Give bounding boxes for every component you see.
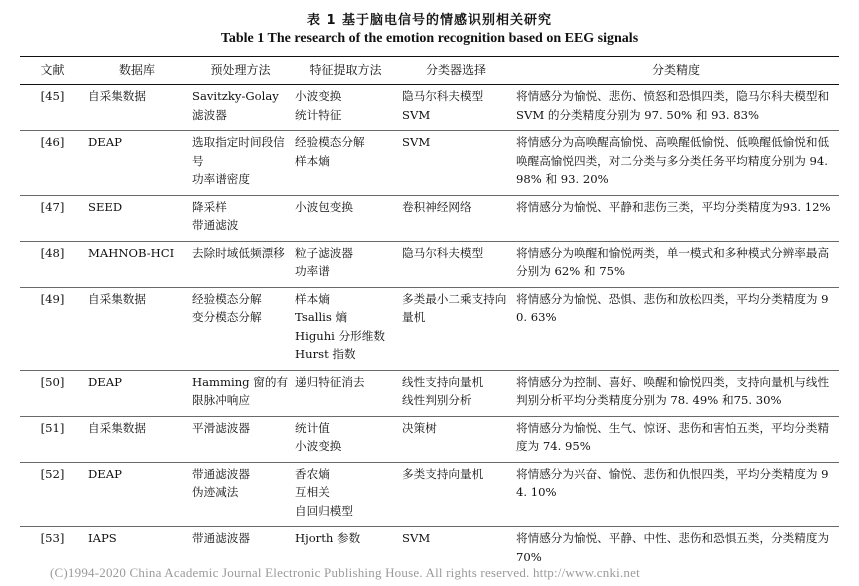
cell-preprocessing: Hamming 窗的有限脉冲响应	[189, 370, 292, 416]
header-reference: 文献	[20, 57, 85, 85]
cell-database: MAHNOB-HCI	[85, 241, 189, 287]
cell-feature-extraction-line: 统计值	[295, 420, 330, 435]
cell-classifier: 隐马尔科夫模型	[399, 241, 513, 287]
cell-feature-extraction	[292, 85, 399, 131]
cell-classifier-line: SVM	[402, 107, 431, 122]
cell-preprocessing	[189, 287, 292, 370]
table-row	[20, 241, 839, 287]
table-row	[20, 195, 839, 241]
table-row	[20, 85, 839, 131]
table-row	[20, 370, 839, 416]
table-body	[20, 85, 839, 573]
cell-preprocessing-line: 带通滤波	[192, 218, 239, 232]
cell-feature-extraction: 递归特征消去	[292, 370, 399, 416]
emotion-recognition-table	[20, 56, 839, 572]
cell-feature-extraction-line: 小波变换	[295, 89, 342, 103]
cell-feature-extraction-line: 经验模态分解	[295, 135, 365, 149]
cell-preprocessing-line: 选取指定时间段信号	[192, 135, 285, 168]
cell-feature-extraction	[292, 462, 399, 527]
cell-feature-extraction-line: Higuhi 分形维数	[295, 328, 385, 343]
cell-reference: [53]	[40, 531, 65, 545]
header-preprocessing: 预处理方法	[189, 57, 292, 85]
cell-accuracy: 将情感分为愉悦、生气、惊讶、悲伤和害怕五类，平均分类精度为 74. 95%	[513, 416, 839, 462]
cell-database: 自采集数据	[85, 85, 189, 131]
cell-database: DEAP	[85, 370, 189, 416]
cell-feature-extraction	[292, 241, 399, 287]
cell-feature-extraction-line: 样本熵	[295, 153, 330, 168]
copyright-watermark: (C)1994-2020 China Academic Journal Electronic Publishing House. All rights reserved. http://www.cnki.net	[50, 565, 640, 580]
cell-preprocessing-line: 经验模态分解	[192, 291, 262, 306]
cell-feature-extraction-line: 统计特征	[295, 107, 342, 122]
cell-classifier: 多类最小二乘支持向量机	[399, 287, 513, 370]
cell-preprocessing-line: 变分模态分解	[192, 310, 262, 324]
cell-accuracy: 将情感分为愉悦、平静、中性、悲伤和恐惧五类，分类精度为 70%	[516, 531, 830, 564]
table-caption-english: Table 1 The research of the emotion recognition based on EEG signals	[220, 31, 639, 46]
cell-classifier-line: 线性支持向量机	[402, 374, 484, 389]
cell-feature-extraction: 小波包变换	[292, 195, 399, 241]
cell-preprocessing-line: 功率谱密度	[192, 172, 250, 186]
table-caption-chinese: 表 1 基于脑电信号的情感识别相关研究	[306, 13, 553, 28]
cell-preprocessing-line: 伪迹减法	[192, 485, 239, 499]
cell-classifier: 多类支持向量机	[399, 462, 513, 527]
table-header-row	[20, 57, 839, 85]
cell-preprocessing-line: 带通滤波器	[192, 466, 250, 481]
cell-classifier: 卷积神经网络	[399, 195, 513, 241]
cell-classifier: SVM	[399, 131, 513, 196]
cell-feature-extraction	[292, 287, 399, 370]
table-row	[20, 462, 839, 527]
cell-preprocessing	[189, 131, 292, 196]
cell-reference: [48]	[20, 241, 85, 287]
cell-feature-extraction-line: 香农熵	[295, 466, 330, 481]
cell-classifier-line: 线性判别分析	[402, 393, 472, 407]
cell-accuracy: 将情感分为愉悦、平静和悲伤三类，平均分类精度为93. 12%	[513, 195, 839, 241]
cell-classifier	[399, 370, 513, 416]
cell-reference: [45]	[20, 85, 85, 131]
cell-database: 自采集数据	[85, 416, 189, 462]
cell-preprocessing	[189, 195, 292, 241]
cell-reference: [50]	[20, 370, 85, 416]
cell-feature-extraction: Hjorth 参数	[295, 531, 361, 545]
header-classifier: 分类器选择	[399, 57, 513, 85]
cell-database: SEED	[85, 195, 189, 241]
cell-preprocessing	[189, 462, 292, 527]
cell-feature-extraction-line: 自回归模型	[295, 503, 353, 518]
cell-database: DEAP	[85, 131, 189, 196]
cell-reference: [49]	[20, 287, 85, 370]
table-row	[20, 131, 839, 196]
header-accuracy: 分类精度	[513, 57, 839, 85]
cell-feature-extraction-line: 功率谱	[295, 264, 330, 278]
table-row	[20, 287, 839, 370]
cell-reference: [52]	[20, 462, 85, 527]
cell-database: 自采集数据	[85, 287, 189, 370]
cell-preprocessing: Savitzky-Golay 滤波器	[189, 85, 292, 131]
header-feature-extraction: 特征提取方法	[292, 57, 399, 85]
cell-preprocessing: 带通滤波器	[192, 531, 250, 545]
cell-feature-extraction-line: Tsallis 熵	[295, 310, 348, 324]
cell-classifier: SVM	[402, 531, 431, 545]
cell-accuracy: 将情感分为兴奋、愉悦、悲伤和仇恨四类，平均分类精度为 94. 10%	[513, 462, 839, 527]
cell-classifier-line: 隐马尔科夫模型	[402, 89, 484, 103]
cell-accuracy: 将情感分为控制、喜好、唤醒和愉悦四类，支持向量机与线性判别分析平均分类精度分别为 78. 49% 和75. 30%	[513, 370, 839, 416]
cell-feature-extraction-line: Hurst 指数	[295, 347, 356, 361]
cell-feature-extraction-line: 样本熵	[295, 291, 330, 306]
cell-accuracy: 将情感分为高唤醒高愉悦、高唤醒低愉悦、低唤醒低愉悦和低唤醒高愉悦四类，对二分类与多分类任务平均精度分别为 94. 98% 和 93. 20%	[513, 131, 839, 196]
cell-database: DEAP	[85, 462, 189, 527]
cell-accuracy: 将情感分为愉悦、悲伤、愤怒和恐惧四类，隐马尔科夫模型和 SVM 的分类精度分别为 97. 50% 和 93. 83%	[513, 85, 839, 131]
cell-classifier	[399, 85, 513, 131]
cell-feature-extraction-line: 互相关	[295, 485, 330, 499]
cell-feature-extraction-line: 粒子滤波器	[295, 245, 353, 260]
cell-reference: [47]	[20, 195, 85, 241]
header-database: 数据库	[85, 57, 189, 85]
cell-preprocessing: 去除时域低频漂移	[189, 241, 292, 287]
cell-feature-extraction	[292, 131, 399, 196]
cell-database: IAPS	[88, 531, 117, 545]
cell-reference: [51]	[20, 416, 85, 462]
cell-preprocessing-line: 降采样	[192, 199, 227, 214]
cell-accuracy: 将情感分为唤醒和愉悦两类，单一模式和多种模式分辨率最高分别为 62% 和 75%	[513, 241, 839, 287]
cell-feature-extraction	[292, 416, 399, 462]
cell-accuracy: 将情感分为愉悦、恐惧、悲伤和放松四类，平均分类精度为 90. 63%	[513, 287, 839, 370]
cell-classifier: 决策树	[399, 416, 513, 462]
table-row	[20, 416, 839, 462]
cell-feature-extraction-line: 小波变换	[295, 439, 342, 453]
cell-reference: [46]	[20, 131, 85, 196]
cell-preprocessing: 平滑滤波器	[189, 416, 292, 462]
